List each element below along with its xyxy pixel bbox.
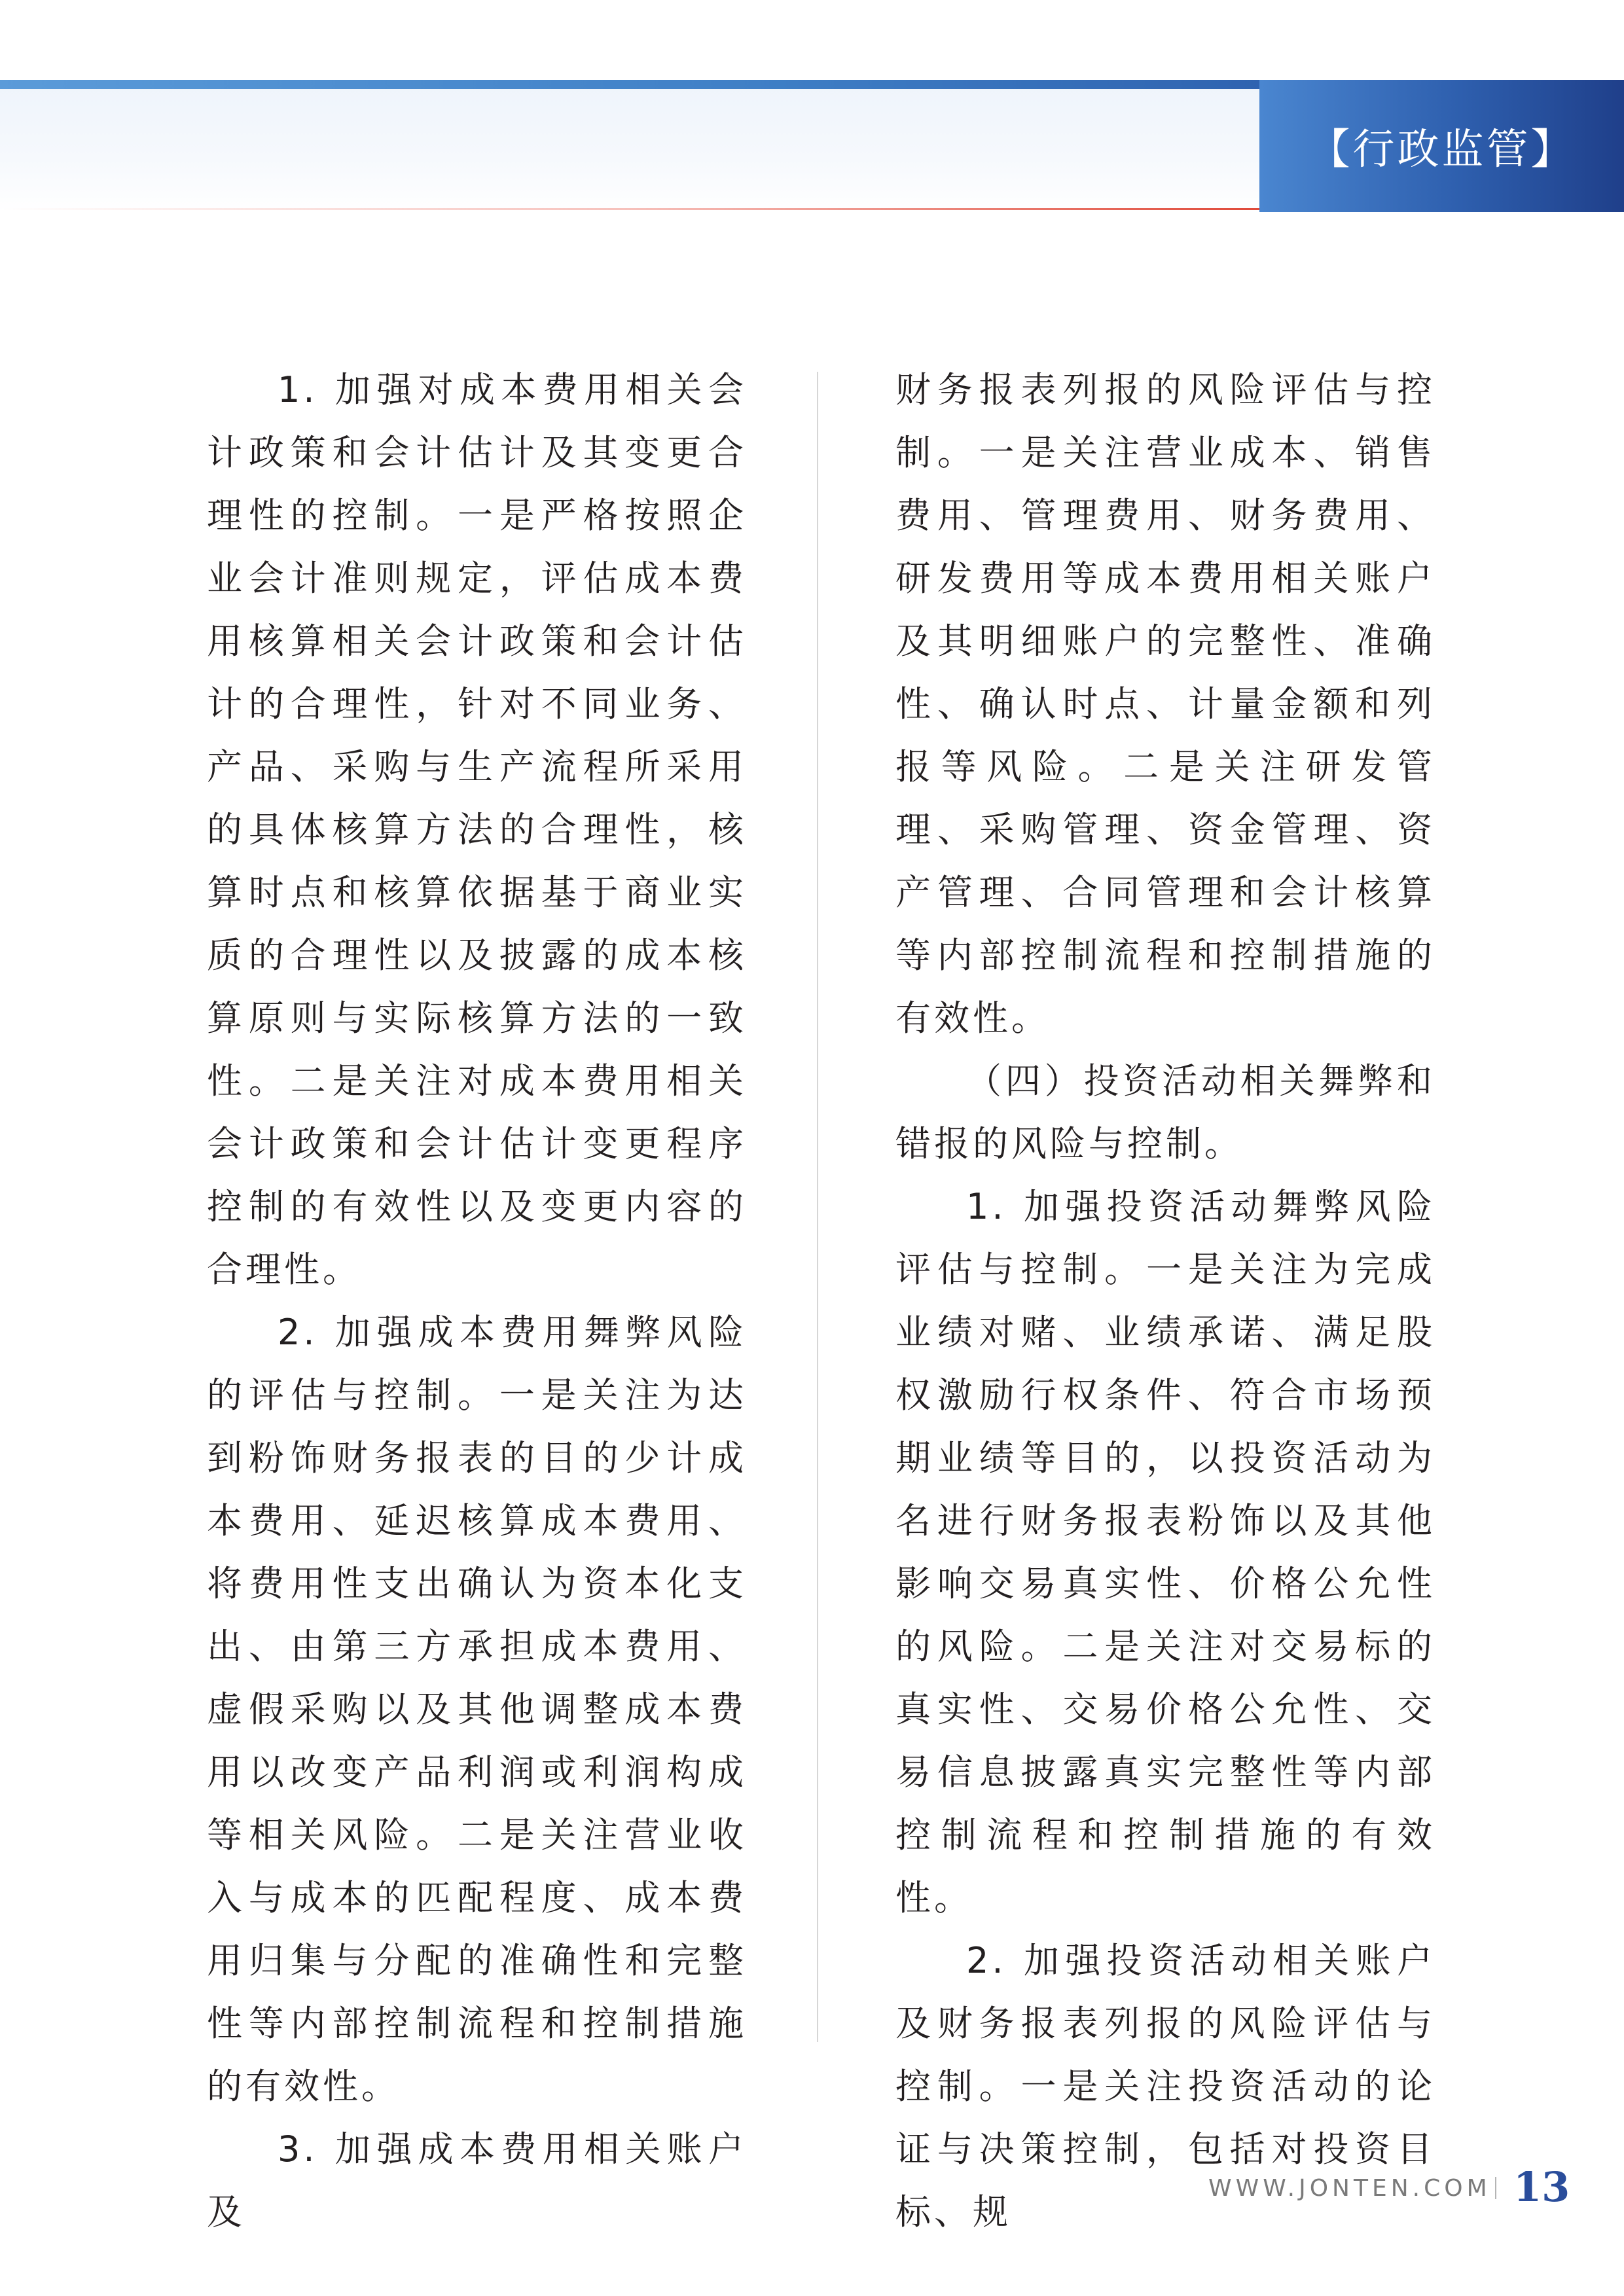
footer-separator xyxy=(1495,2177,1496,2199)
section-tab xyxy=(1259,80,1624,212)
left-column xyxy=(207,359,747,2244)
paragraph: 1. 加强对成本费用相关会计政策和会计估计及其变更合理性的控制。一是严格按照企业会计准则规定，评估成本费用核算相关会计政策和会计估计的合理性，针对不同业务、产品、采购与生产流程所采用的具体核算方法的合理性，核算时点和核算依据基于商业实质的合理性以及披露的成本核算原则与实际核算方法的一致性。二是关注对成本费用相关会计政策和会计估计变更程序控制的有效性以及变更内容的合理性。 xyxy=(207,369,747,1290)
header-top-rule xyxy=(0,80,1259,89)
subsection-heading: （四）投资活动相关舞弊和错报的风险与控制。 xyxy=(895,1060,1435,1164)
paragraph: 财务报表列报的风险评估与控制。一是关注营业成本、销售费用、管理费用、财务费用、研发费用等成本费用相关账户及其明细账户的完整性、准确性、确认时点、计量金额和列报等风险。二是关注研发管理、采购管理、资金管理、资产管理、合同管理和会计核算等内部控制流程和控制措施的有效性。 xyxy=(895,369,1435,1039)
paragraph: 3. 加强成本费用相关账户及 xyxy=(207,2128,747,2233)
paragraph: 2. 加强投资活动相关账户及财务报表列报的风险评估与控制。一是关注投资活动的论证与决策控制，包括对投资目标、规 xyxy=(895,1940,1435,2233)
paragraph: 2. 加强成本费用舞弊风险的评估与控制。一是关注为达到粉饰财务报表的目的少计成本费用、延迟核算成本费用、将费用性支出确认为资本化支出、由第三方承担成本费用、虚假采购以及其他调整成本费用以改变产品利润或利润构成等相关风险。二是关注营业收入与成本的匹配程度、成本费用归集与分配的准确性和完整性等内部控制流程和控制措施的有效性。 xyxy=(207,1312,747,2107)
header-red-rule xyxy=(0,208,1259,210)
paragraph: 1. 加强投资活动舞弊风险评估与控制。一是关注为完成业绩对赌、业绩承诺、满足股权激励行权条件、符合市场预期业绩等目的，以投资活动为名进行财务报表粉饰以及其他影响交易真实性、价格公允性的风险。二是关注对交易标的真实性、交易价格公允性、交易信息披露真实完整性等内部控制流程和控制措施的有效性。 xyxy=(895,1186,1435,1918)
footer-website: WWW.JONTEN.COM xyxy=(1208,2175,1491,2202)
column-divider xyxy=(817,372,818,2042)
page-number: 13 xyxy=(1513,2163,1570,2211)
right-column xyxy=(895,359,1435,2244)
section-label: 【行政监管】 xyxy=(1308,126,1576,174)
